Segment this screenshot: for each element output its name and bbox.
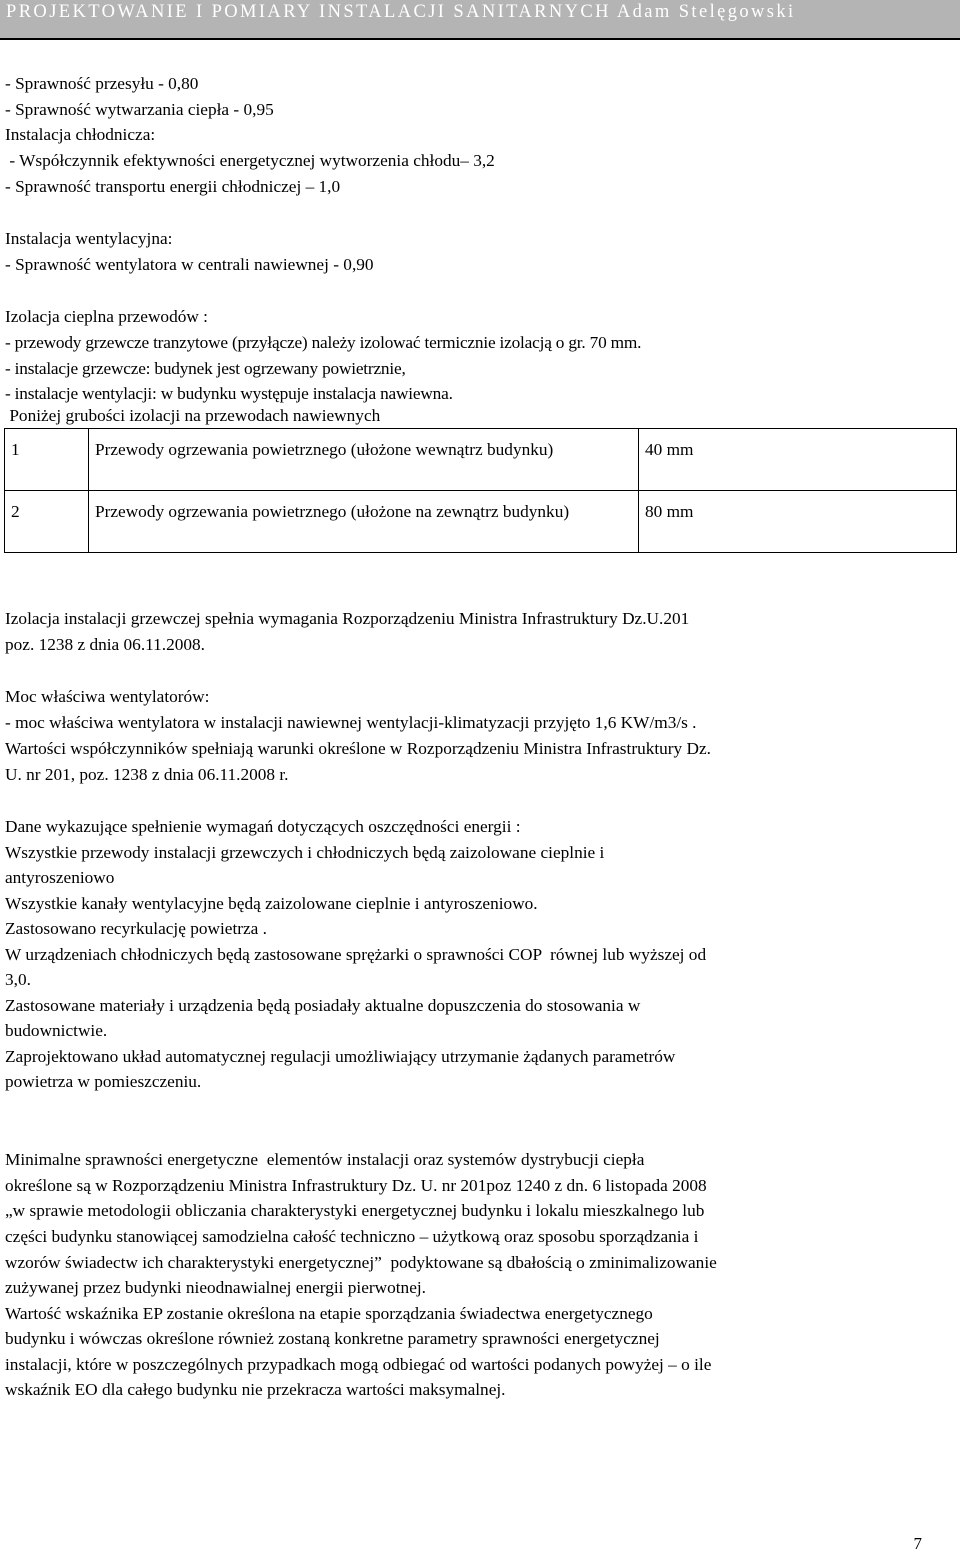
text-line: Wszystkie przewody instalacji grzewczych i chłodniczych będą zaizolowane cieplnie i [5, 843, 605, 862]
table-row [5, 429, 957, 491]
text-line: - moc właściwa wentylatora w instalacji nawiewnej wentylacji-klimatyzacji przyjęto 1,6 KW/m3/s . [5, 713, 697, 732]
page-number: 7 [913, 1534, 922, 1553]
text-line: Wartość wskaźnika EP zostanie określona na etapie sporządzania świadectwa energetycznego [5, 1304, 653, 1323]
text-line: Wszystkie kanały wentylacyjne będą zaizolowane cieplnie i antyroszeniowo. [5, 894, 538, 913]
text-line: instalacji, które w poszczególnych przypadkach mogą odbiegać od wartości podanych powyżej – o ile [5, 1355, 712, 1374]
text-line: Instalacja wentylacyjna: [5, 229, 173, 248]
text-line: W urządzeniach chłodniczych będą zastosowane sprężarki o sprawności COP równej lub wyższej od [5, 945, 707, 964]
text-line: budynku i wówczas określone również zostaną konkretne parametry sprawności energetycznej [5, 1329, 660, 1348]
text-line: 3,0. [5, 970, 31, 989]
text-line: Moc właściwa wentylatorów: [5, 687, 210, 706]
row-number: 1 [5, 429, 89, 491]
insulation-table [4, 428, 957, 553]
text-line: powietrza w pomieszczeniu. [5, 1072, 202, 1091]
text-line: Instalacja chłodnicza: [5, 125, 156, 144]
text-line: części budynku stanowiącej samodzielna całość techniczno – użytkową oraz sposobu sporządzania i [5, 1227, 699, 1246]
text-line: budownictwie. [5, 1021, 108, 1040]
text-line: - instalacje wentylacji: w budynku występuje instalacja nawiewna. [5, 384, 453, 403]
row-thickness: 40 mm [639, 429, 957, 491]
text-line: U. nr 201, poz. 1238 z dnia 06.11.2008 r. [5, 765, 289, 784]
row-description: Przewody ogrzewania powietrznego (ułożone na zewnątrz budynku) [89, 491, 639, 553]
text-line: - instalacje grzewcze: budynek jest ogrzewany powietrznie, [5, 359, 406, 378]
text-line: antyroszeniowo [5, 868, 115, 887]
text-line: określone są w Rozporządzeniu Ministra Infrastruktury Dz. U. nr 201poz 1240 z dn. 6 listopada 2008 [5, 1176, 707, 1195]
row-number: 2 [5, 491, 89, 553]
table-row [5, 491, 957, 553]
text-line: Izolacja cieplna przewodów : [5, 307, 208, 326]
text-line: wskaźnik EO dla całego budynku nie przekracza wartości maksymalnej. [5, 1380, 506, 1399]
text-line: - Sprawność wytwarzania ciepła - 0,95 [5, 100, 274, 119]
text-line: Zaprojektowano układ automatycznej regulacji umożliwiający utrzymanie żądanych parametrów [5, 1047, 676, 1066]
row-description: Przewody ogrzewania powietrznego (ułożone wewnątrz budynku) [89, 429, 639, 491]
text-line: - Sprawność wentylatora w centrali nawiewnej - 0,90 [5, 255, 374, 274]
header-title: PROJEKTOWANIE I POMIARY INSTALACJI SANITARNYCH Adam Stelęgowski [6, 2, 796, 22]
text-line: - przewody grzewcze tranzytowe (przyłącze) należy izolować termicznie izolacją o gr. 70 mm. [5, 333, 642, 352]
row-thickness: 80 mm [639, 491, 957, 553]
page-header [0, 0, 960, 40]
text-line: „w sprawie metodologii obliczania charakterystyki energetycznej budynku i lokalu mieszkalnego lub [5, 1201, 705, 1220]
text-line: - Sprawność przesyłu - 0,80 [5, 74, 199, 93]
text-line: poz. 1238 z dnia 06.11.2008. [5, 635, 205, 654]
text-line: Zastosowane materiały i urządzenia będą posiadały aktualne dopuszczenia do stosowania w [5, 996, 641, 1015]
text-line: Dane wykazujące spełnienie wymagań dotyczących oszczędności energii : [5, 817, 521, 836]
text-line: zużywanej przez budynki nieodnawialnej energii pierwotnej. [5, 1278, 426, 1297]
text-line: Izolacja instalacji grzewczej spełnia wymagania Rozporządzeniu Ministra Infrastruktury Dz.U.201 [5, 609, 690, 628]
text-line: Zastosowano recyrkulację powietrza . [5, 919, 267, 938]
text-line: - Współczynnik efektywności energetycznej wytworzenia chłodu– 3,2 [5, 151, 495, 170]
text-line: - Sprawność transportu energii chłodniczej – 1,0 [5, 177, 341, 196]
text-line: Minimalne sprawności energetyczne elementów instalacji oraz systemów dystrybucji ciepła [5, 1150, 645, 1169]
text-line: Wartości współczynników spełniają warunki określone w Rozporządzeniu Ministra Infrastruktury Dz. [5, 739, 711, 758]
text-line: wzorów świadectw ich charakterystyki energetycznej” podyktowane są dbałością o zminimalizowanie [5, 1253, 717, 1272]
text-line: Poniżej grubości izolacji na przewodach nawiewnych [5, 406, 381, 425]
